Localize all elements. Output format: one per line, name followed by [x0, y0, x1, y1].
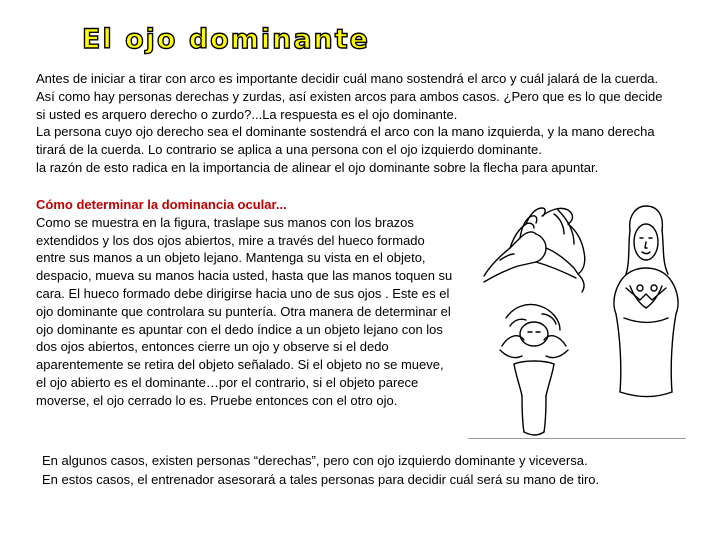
eye-dominance-illustration: [470, 196, 690, 442]
figure-divider: [468, 438, 686, 439]
man-figure-drawing: [500, 305, 568, 436]
section-body: Como se muestra en la figura, traslape sus manos con los brazos extendidos y los dos ojos abiertos, mire a través del hueco formado entre sus manos a un objeto lejano. Mantenga su vista en el objeto, despacio, mueva su manos hacia usted, hasta que las manos toquen su cara. El hueco formado debe dirigirse hacia uno de sus ojos . Este es el ojo dominante que controlara su puntería. Otra manera de determinar el ojo dominante es apuntar con el dedo índice a un objeto lejano con los dos ojos abiertos, entonces cierre un ojo y observe si el dedo aparentemente se retira del objeto señalado. Si el objeto no se mueve, el ojo abierto es el dominante…por el contrario, si el objeto parece moverse, el ojo cerrado lo es. Pruebe entonces con el otro ojo.: [36, 214, 453, 408]
intro-text: [36, 70, 666, 177]
woman-figure-drawing: [614, 206, 678, 397]
hands-triangle-drawing: [484, 208, 585, 292]
section-heading: Cómo determinar la dominancia ocular...: [36, 197, 287, 212]
closing-note: [42, 452, 702, 489]
intro-paragraph: la razón de esto radica en la importancia de alinear el ojo dominante sobre la flecha para apuntar.: [36, 159, 599, 175]
intro-paragraph: La persona cuyo ojo derecho sea el dominante sostendrá el arco con la mano izquierda, y la mano derecha tirará de la cuerda. Lo contrario se aplica a una persona con el ojo izquierdo dominante.: [36, 124, 655, 158]
page-title: El ojo dominante: [82, 24, 370, 55]
intro-paragraph: Antes de iniciar a tirar con arco es importante decidir cuál mano sostendrá el arco y cuál jalará de la cuerda. Así como hay personas derechas y zurdas, así existen arcos para ambos casos. ¿Pero que es lo que decide si usted es arquero derecho o zurdo?...La respuesta es el ojo dominante.: [36, 71, 663, 122]
eye-dominance-section: [36, 196, 456, 410]
note-line: En estos casos, el entrenador asesorará a tales personas para decidir cuál será su mano de tiro.: [42, 471, 600, 487]
note-line: En algunos casos, existen personas “derechas”, pero con ojo izquierdo dominante y viceversa.: [42, 453, 588, 468]
